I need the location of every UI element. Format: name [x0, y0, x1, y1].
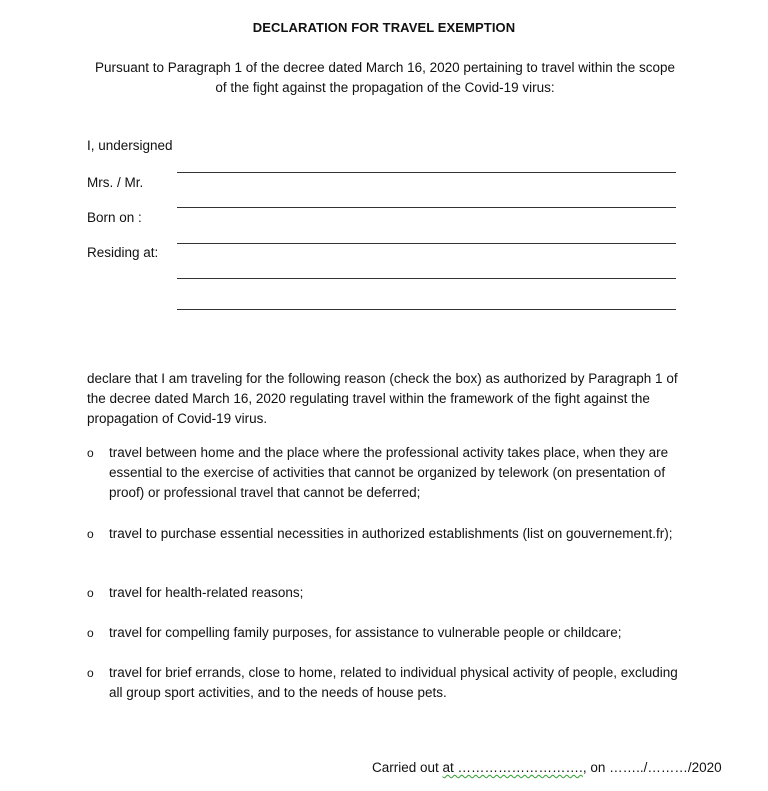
reason-checkbox[interactable]: o — [87, 666, 94, 680]
reason-text: travel to purchase essential necessities in authorized establishments (list on gouvernement.fr); — [109, 526, 673, 541]
reason-checkbox[interactable]: o — [87, 446, 94, 460]
birthdate-field[interactable] — [177, 207, 676, 208]
undersigned-label: I, undersigned — [87, 138, 173, 153]
reason-item — [87, 443, 687, 503]
footer-prefix: Carried out — [372, 760, 443, 775]
address-label: Residing at: — [87, 245, 159, 260]
address-field-line-3[interactable] — [177, 309, 676, 310]
reason-item — [87, 524, 687, 544]
place-field[interactable]: at ………………………. — [442, 760, 583, 775]
reason-text: travel between home and the place where the professional activity takes place, when they are essential to the exercise of activities that cannot be organized by telework (on presentation of proof) or professional travel that cannot be deferred; — [109, 445, 669, 500]
reason-checkbox[interactable]: o — [87, 626, 94, 640]
birthdate-label: Born on : — [87, 210, 142, 225]
reason-text: travel for health-related reasons; — [109, 585, 304, 600]
name-label: Mrs. / Mr. — [87, 175, 144, 190]
reason-item — [87, 583, 687, 603]
reason-text: travel for compelling family purposes, for assistance to vulnerable people or childcare; — [109, 625, 622, 640]
reason-checkbox[interactable]: o — [87, 586, 94, 600]
intro-paragraph: Pursuant to Paragraph 1 of the decree dated March 16, 2020 pertaining to travel within the scope of the fight against the propagation of the Covid-19 virus: — [94, 60, 676, 95]
date-field[interactable]: , on ……../………/2020 — [582, 760, 722, 775]
reason-item — [87, 623, 687, 643]
reason-item — [87, 663, 687, 703]
name-field[interactable] — [177, 172, 676, 173]
address-field-line-1[interactable] — [177, 243, 676, 244]
document-title: DECLARATION FOR TRAVEL EXEMPTION — [252, 20, 516, 35]
reason-checkbox[interactable]: o — [87, 527, 94, 541]
declaration-paragraph: declare that I am traveling for the following reason (check the box) as authorized by Paragraph 1 of the decree dated March 16, 2020 regulating travel within the framework of the fight against the propagation of Covid-19 virus. — [87, 371, 678, 426]
address-field-line-2[interactable] — [177, 278, 676, 279]
reason-text: travel for brief errands, close to home, related to individual physical activity of people, excluding all group sport activities, and to the needs of house pets. — [109, 665, 678, 700]
signature-line — [372, 760, 722, 775]
